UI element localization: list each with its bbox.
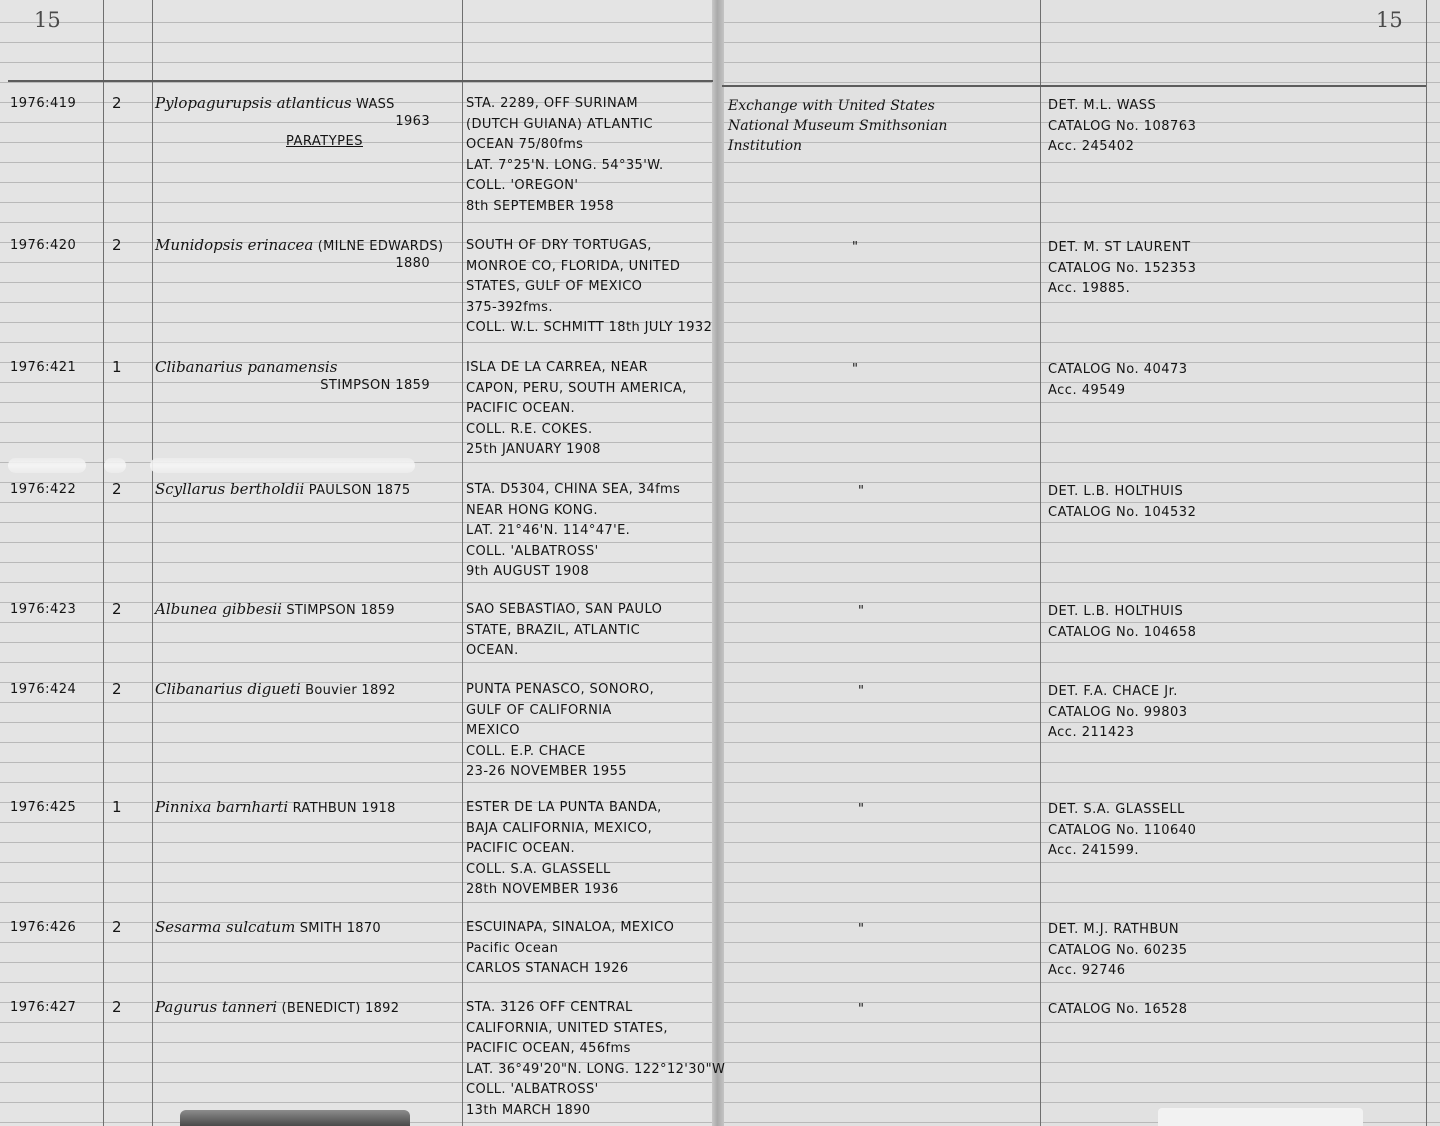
correction-smudge (150, 458, 415, 473)
species-author: (MILNE EDWARDS) (313, 239, 444, 254)
species-name (155, 600, 395, 618)
determination-catalog (1048, 238, 1196, 300)
locality-line: LAT. 21°46'N. 114°47'E. (466, 523, 631, 538)
ditto-mark: " (858, 1002, 864, 1017)
species-author: WASS (351, 97, 395, 112)
species-name (155, 94, 395, 112)
locality-line: BAJA CALIFORNIA, MEXICO, (466, 820, 653, 836)
determination-catalog (1048, 360, 1188, 401)
species-author: SMITH 1870 (295, 921, 381, 936)
specimen-count: 2 (112, 236, 122, 254)
locality-line: (DUTCH GUIANA) ATLANTIC (466, 116, 653, 132)
specimen-count: 2 (112, 998, 122, 1016)
locality-line: 375-392fms. (466, 299, 553, 315)
locality-line: CALIFORNIA, UNITED STATES, (466, 1020, 668, 1036)
locality-line: STA. 2289, OFF SURINAM (466, 96, 639, 111)
locality-line: COLL. W.L. SCHMITT 18th JULY 1932 (466, 320, 713, 335)
locality-line: COLL. E.P. CHACE (466, 743, 586, 759)
locality-line: 8th SEPTEMBER 1958 (466, 198, 614, 214)
column-rule (1040, 0, 1041, 1126)
locality-line: STATE, BRAZIL, ATLANTIC (466, 622, 641, 638)
species-name (155, 680, 396, 698)
header-rule (8, 80, 713, 82)
locality-line: LAT. 7°25'N. LONG. 54°35'W. (466, 157, 664, 173)
register-number: 1976:419 (10, 96, 77, 111)
determination-line: CATALOG No. 99803 (1048, 704, 1188, 720)
species-author-year: STIMPSON 1859 (320, 378, 430, 393)
source-note (728, 96, 947, 156)
species-author: Bouvier 1892 (300, 683, 396, 698)
determination-line: CATALOG No. 108763 (1048, 118, 1197, 134)
register-number: 1976:424 (10, 682, 77, 697)
locality-line: 28th NOVEMBER 1936 (466, 882, 619, 897)
locality-line: ESCUINAPA, SINALOA, MEXICO (466, 920, 675, 935)
correction-smudge (8, 458, 86, 473)
locality (466, 358, 687, 461)
locality-line: ESTER DE LA PUNTA BANDA, (466, 800, 662, 815)
specimen-count: 1 (112, 358, 122, 376)
binding-clip (180, 1110, 410, 1126)
species-binomial: Albunea gibbesii (155, 600, 282, 618)
locality (466, 94, 664, 217)
determination-catalog (1048, 602, 1196, 643)
species-author: (BENEDICT) 1892 (277, 1001, 400, 1016)
determination-line: Acc. 19885. (1048, 281, 1131, 296)
type-status-note: PARATYPES (286, 134, 363, 149)
species-binomial: Pagurus tanneri (155, 998, 278, 1016)
column-rule (1426, 0, 1427, 1126)
species-name (155, 998, 399, 1016)
determination-line: Acc. 241599. (1048, 843, 1139, 858)
source-line: Exchange with United States (728, 98, 935, 114)
locality-line: 13th MARCH 1890 (466, 1102, 591, 1118)
locality-line: 23-26 NOVEMBER 1955 (466, 764, 627, 779)
specimen-count: 1 (112, 798, 122, 816)
determination-line: Acc. 211423 (1048, 725, 1135, 740)
locality (466, 998, 725, 1121)
determination-line: DET. F.A. CHACE Jr. (1048, 684, 1178, 699)
locality-line: STATES, GULF OF MEXICO (466, 279, 643, 294)
locality-line: 25th JANUARY 1908 (466, 442, 601, 457)
locality (466, 798, 662, 901)
locality-line: ISLA DE LA CARREA, NEAR (466, 360, 649, 375)
ditto-mark: " (858, 802, 864, 817)
species-binomial: Pinnixa barnharti (155, 798, 289, 816)
species-binomial: Scyllarus bertholdii (155, 480, 305, 498)
determination-line: CATALOG No. 40473 (1048, 362, 1188, 377)
correction-smudge (104, 458, 126, 473)
locality-line: CARLOS STANACH 1926 (466, 961, 629, 976)
locality-line: OCEAN 75/80fms (466, 137, 584, 152)
specimen-count: 2 (112, 680, 122, 698)
locality-line: COLL. 'ALBATROSS' (466, 543, 599, 559)
locality-line: SOUTH OF DRY TORTUGAS, (466, 238, 652, 253)
ditto-mark: " (858, 484, 864, 499)
book-spine (712, 0, 724, 1126)
column-rule (152, 0, 153, 1126)
species-binomial: Clibanarius panamensis (155, 358, 338, 376)
determination-line: CATALOG No. 104532 (1048, 504, 1197, 520)
source-line: Institution (728, 138, 803, 154)
locality-line: MEXICO (466, 723, 520, 738)
locality (466, 680, 654, 783)
page-number-right: 15 (1376, 8, 1403, 32)
locality-line: Pacific Ocean (466, 940, 559, 956)
locality-line: SAO SEBASTIAO, SAN PAULO (466, 602, 663, 617)
locality-line: MONROE CO, FLORIDA, UNITED (466, 258, 681, 274)
specimen-count: 2 (112, 600, 122, 618)
column-rule (103, 0, 104, 1126)
determination-catalog (1048, 800, 1196, 862)
determination-catalog (1048, 482, 1196, 523)
species-author: STIMPSON 1859 (281, 603, 395, 618)
ditto-mark: " (852, 240, 858, 255)
determination-line: DET. L.B. HOLTHUIS (1048, 604, 1184, 619)
determination-line: DET. S.A. GLASSELL (1048, 802, 1185, 817)
ditto-mark: " (858, 604, 864, 619)
determination-line: CATALOG No. 152353 (1048, 260, 1197, 276)
locality (466, 236, 712, 339)
species-name (155, 480, 410, 498)
locality (466, 480, 680, 583)
register-number: 1976:422 (10, 482, 77, 497)
column-rule (462, 0, 463, 1126)
species-name (155, 358, 337, 376)
determination-line: CATALOG No. 60235 (1048, 942, 1188, 958)
determination-catalog (1048, 1000, 1188, 1021)
species-binomial: Pylopagurupsis atlanticus (155, 94, 352, 112)
locality-line: STA. D5304, CHINA SEA, 34fms (466, 482, 681, 497)
locality-line: PACIFIC OCEAN. (466, 841, 575, 856)
species-author-year: 1963 (395, 114, 430, 129)
species-name (155, 918, 381, 936)
header-rule (722, 85, 1426, 87)
register-number: 1976:421 (10, 360, 77, 375)
locality-line: 9th AUGUST 1908 (466, 564, 590, 579)
determination-catalog (1048, 96, 1196, 158)
determination-line: Acc. 49549 (1048, 382, 1126, 398)
determination-catalog (1048, 920, 1188, 982)
determination-catalog (1048, 682, 1188, 744)
species-binomial: Munidopsis erinacea (155, 236, 314, 254)
ditto-mark: " (852, 362, 858, 377)
ditto-mark: " (858, 922, 864, 937)
specimen-count: 2 (112, 480, 122, 498)
page-number-left: 15 (34, 8, 61, 32)
determination-line: CATALOG No. 16528 (1048, 1002, 1188, 1017)
register-number: 1976:420 (10, 238, 77, 253)
register-number: 1976:423 (10, 602, 77, 617)
locality-line: COLL. 'ALBATROSS' (466, 1082, 599, 1097)
species-binomial: Sesarma sulcatum (155, 918, 296, 936)
specimen-count: 2 (112, 94, 122, 112)
locality (466, 600, 662, 662)
locality-line: LAT. 36°49'20"N. LONG. 122°12'30"W (466, 1061, 726, 1077)
locality-line: PUNTA PENASCO, SONORO, (466, 682, 655, 697)
locality (466, 918, 674, 980)
species-name (155, 236, 443, 254)
determination-line: DET. M.J. RATHBUN (1048, 922, 1180, 937)
species-binomial: Clibanarius digueti (155, 680, 301, 698)
locality-line: GULF OF CALIFORNIA (466, 702, 612, 718)
locality-line: STA. 3126 OFF CENTRAL (466, 1000, 633, 1015)
locality-line: COLL. S.A. GLASSELL (466, 861, 611, 877)
paper-tab (1158, 1108, 1363, 1126)
locality-line: COLL. 'OREGON' (466, 178, 579, 193)
ditto-mark: " (858, 684, 864, 699)
locality-line: PACIFIC OCEAN. (466, 401, 575, 416)
species-author-year: 1880 (395, 256, 430, 271)
determination-line: CATALOG No. 104658 (1048, 624, 1197, 640)
locality-line: PACIFIC OCEAN, 456fms (466, 1041, 631, 1056)
locality-line: CAPON, PERU, SOUTH AMERICA, (466, 380, 687, 396)
determination-line: Acc. 245402 (1048, 139, 1135, 154)
determination-line: DET. L.B. HOLTHUIS (1048, 484, 1184, 499)
determination-line: Acc. 92746 (1048, 963, 1126, 978)
register-number: 1976:426 (10, 920, 77, 935)
species-name (155, 798, 396, 816)
determination-line: CATALOG No. 110640 (1048, 822, 1197, 838)
species-author: PAULSON 1875 (304, 483, 411, 498)
species-author: RATHBUN 1918 (288, 801, 396, 816)
register-number: 1976:427 (10, 1000, 77, 1015)
source-line: National Museum Smithsonian (728, 118, 948, 134)
specimen-count: 2 (112, 918, 122, 936)
register-number: 1976:425 (10, 800, 77, 815)
locality-line: OCEAN. (466, 643, 519, 658)
locality-line: NEAR HONG KONG. (466, 502, 598, 518)
determination-line: DET. M. ST LAURENT (1048, 240, 1191, 255)
determination-line: DET. M.L. WASS (1048, 98, 1157, 113)
locality-line: COLL. R.E. COKES. (466, 421, 593, 437)
